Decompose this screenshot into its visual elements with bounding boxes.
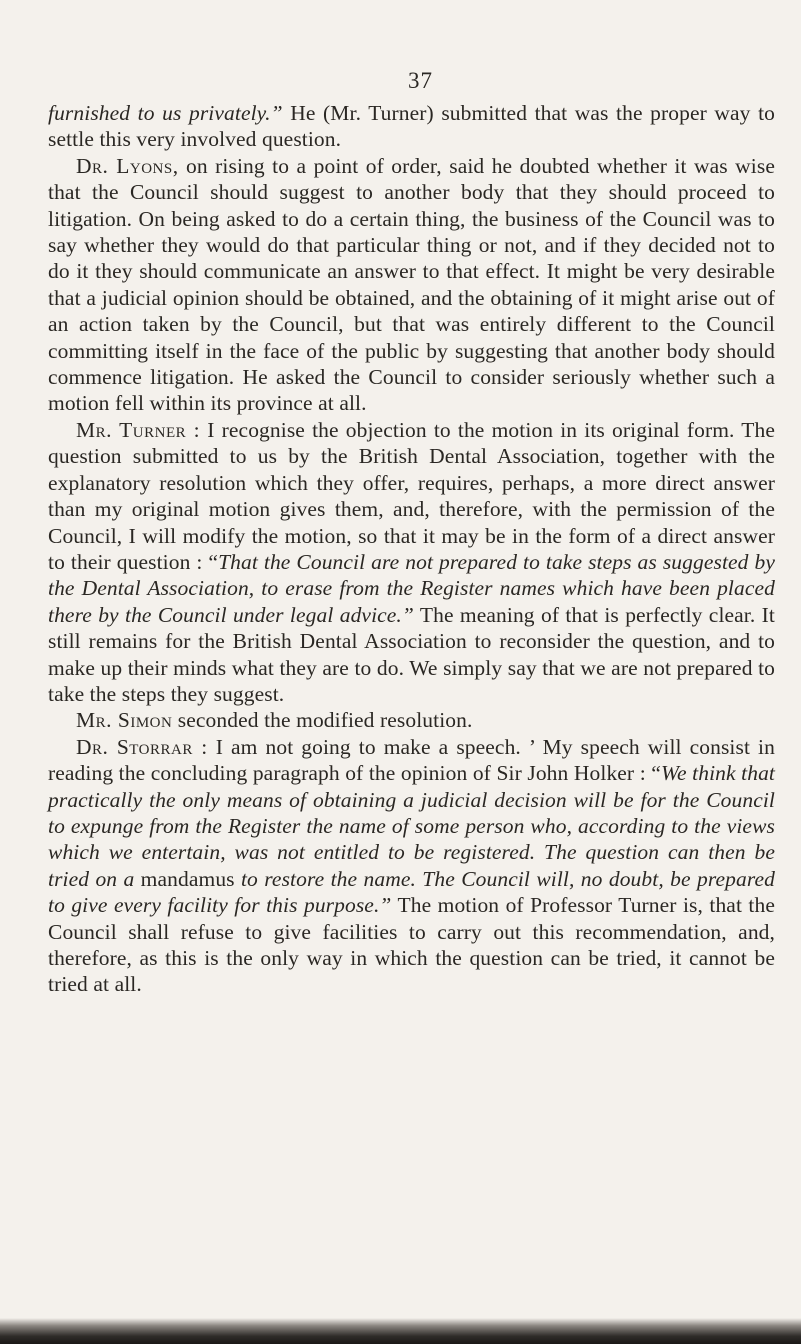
paragraph-text: The meaning of that is perfectly clear. It still remains for the British Dental Association to reconsider the question, and to make up their minds what they are to do. We simply say that we are not prepared to take the steps they suggest. — [48, 602, 775, 706]
page-number: 37 — [408, 68, 433, 93]
speaker-name: Dr. Lyons, — [76, 153, 179, 178]
paragraph-3 — [48, 417, 775, 707]
scan-edge — [0, 1318, 801, 1344]
speaker-name: Mr. Turner : — [76, 417, 201, 442]
body-text — [48, 100, 775, 998]
paragraph-text: The motion of Professor Turner is, that the Council shall refuse to give facilities to carry out this recommendation, and, therefore, as this is the only way in which the question can be tried, it cannot be tried at all. — [48, 893, 775, 997]
italic-quote: We think that practically the only means of obtaining a judicial decision will be for the Council to expunge from the Register the name of some person who, according to the views which we entertain, was not entitled to be registered. The question can then be tried on a — [48, 761, 776, 891]
paragraph-4 — [48, 707, 775, 733]
paragraph-text: mandamus — [134, 866, 241, 891]
paragraph-1 — [48, 100, 775, 153]
italic-motion: That the Council are not prepared to take steps as suggested by the Dental Association, to erase from the Register names which have been placed there by the Council under legal advice.” — [48, 549, 775, 627]
paragraph-text: seconded the modified resolution. — [172, 708, 473, 733]
paragraph-5 — [48, 734, 775, 998]
italic-quote: furnished to us privately.” — [48, 101, 283, 125]
paragraph-2 — [48, 153, 775, 417]
speaker-name: Dr. Storrar : — [76, 734, 208, 759]
italic-quote: to restore the name. The Council will, no doubt, be prepared to give every facility for this purpose.” — [48, 866, 775, 918]
paragraph-text: on rising to a point of order, said he doubted whether it was wise that the Council should suggest to another body that they should proceed to litigation. On being asked to do a certain thing, the business of the Council was to say whether they would do that particular thing or not, and if they decided not to do it they should communicate an answer to that effect. It might be very desirable that a judicial opinion should be obtained, and the obtaining of it might arise out of an action taken by the Council, but that was entirely different to the Council committing itself in the face of the public by suggesting that another body should commence litigation. He asked the Council to consider seriously whether such a motion fell within its province at all. — [48, 153, 775, 416]
paragraph-text: I am not going to make a speech. ’ My speech will consist in reading the concluding paragraph of the opinion of Sir John Holker : “ — [48, 734, 775, 786]
paragraph-text: He (Mr. Turner) submitted that was the proper way to settle this very involved question. — [48, 101, 775, 152]
paragraph-text: I recognise the objection to the motion in its original form. The question submitted to us by the British Dental Association, together with the explanatory resolution which they offer, requires, perhaps, a more direct answer than my original motion gives them, and, therefore, with the permission of the Council, I will modify the motion, so that it may be in the form of a direct answer to their question : “ — [48, 417, 775, 574]
speaker-name: Mr. Simon — [76, 708, 173, 733]
